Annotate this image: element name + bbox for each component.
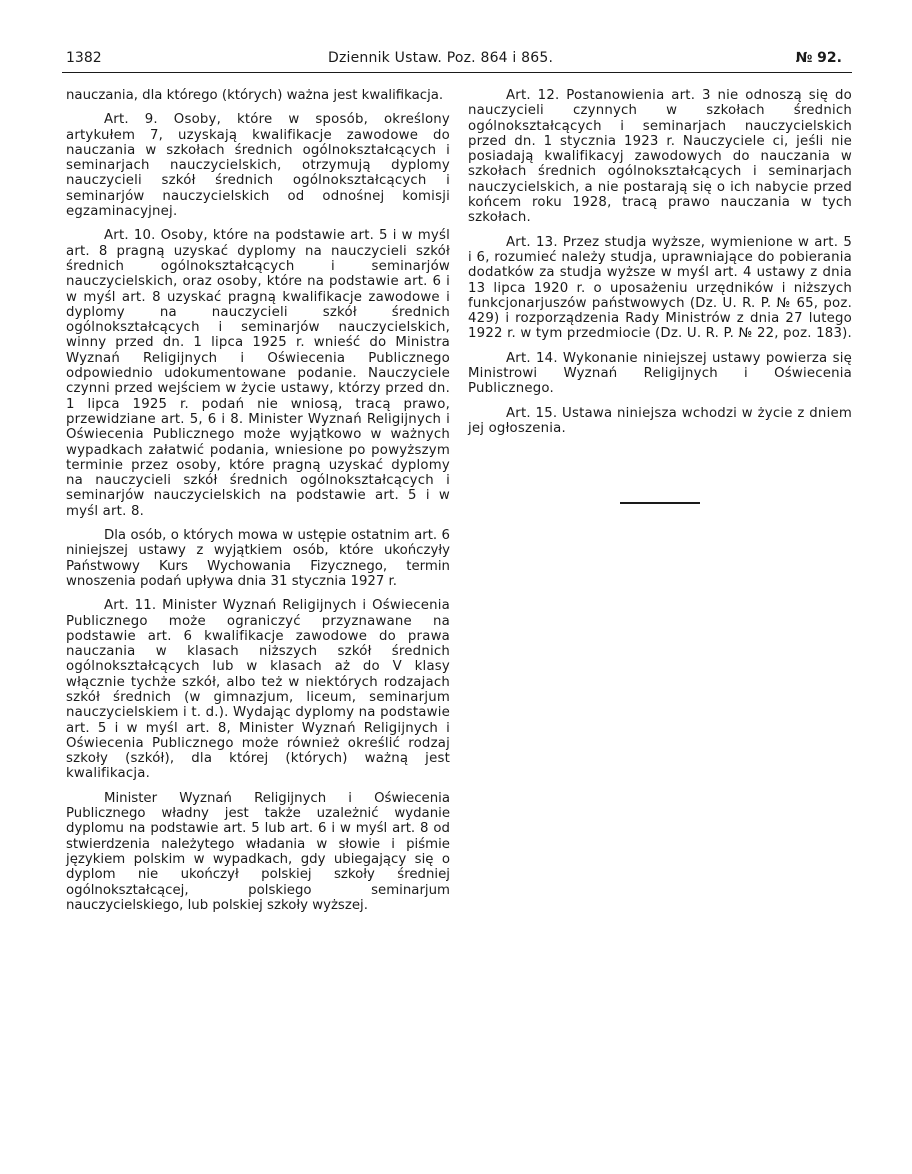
left-column <box>66 88 450 922</box>
article-14: Art. 14. Wykonanie niniejszej ustawy powierza się Ministrowi Wyznań Religijnych i Oświecenia Publicznego. <box>468 350 852 397</box>
article-10: Art. 10. Osoby, które na podstawie art. 5 i w myśl art. 8 pragną uzyskać dyplomy na nauczycieli szkół średnich ogólnokształcących i seminarjów nauczycielskich, oraz osoby, które na podstawie art. 6 i w myśl art. 8 uzyskać pragną kwalifikacje zawodowe i dyplomy na nauczycieli szkół średnich ogólnokształcących i seminarjów nauczycielskich, winny przed dn. 1 lipca 1925 r. wnieść do Ministra Wyznań Religijnych i Oświecenia Publicznego odpowiednio udokumentowane podanie. Nauczyciele czynni przed wejściem w życie ustawy, którzy przed dn. 1 lipca 1925 r. podań nie wniosą, tracą prawo, przewidziane art. 5, 6 i 8. Minister Wyznań Religijnych i Oświecenia Publicznego może wyjątkowo w ważnych wypadkach załatwić podania, wniesione po powyższym terminie przez osoby, które pragną uzyskać dyplomy na nauczycieli szkół średnich ogólnokształcących i seminarjów nauczycielskich na podstawie art. 5 i w myśl art. 8. <box>66 228 450 519</box>
article-11: Art. 11. Minister Wyznań Religijnych i Oświecenia Publicznego może ograniczyć przyznawane na podstawie art. 6 kwalifikacje zawodowe do prawa nauczania w klasach niższych szkół średnich ogólnokształcących lub w klasach aż do V klasy włącznie tychże szkół, albo też w niektórych rodzajach szkół średnich (w gimnazjum, liceum, seminarjum nauczycielskiem i t. d.). Wydając dyplomy na podstawie art. 5 i w myśl art. 8, Minister Wyznań Religijnych i Oświecenia Publicznego może również określić rodzaj szkoły (szkół), dla której (których) ważną jest kwalifikacja. <box>66 598 450 782</box>
right-column <box>468 88 852 445</box>
header-rule <box>62 72 852 73</box>
article-13: Art. 13. Przez studja wyższe, wymienione w art. 5 i 6, rozumieć należy studja, uprawniające do pobierania dodatków za studja wyższe w myśl art. 4 ustawy z dnia 13 lipca 1920 r. o uposażeniu urzędników i niższych funkcjonarjuszów państwowych (Dz. U. R. P. № 65, poz. 429) i rozporządzenia Rady Ministrów z dnia 27 lutego 1922 r. w tym przedmiocie (Dz. U. R. P. № 22, poz. 183). <box>468 234 852 342</box>
article-11-continuation: Minister Wyznań Religijnych i Oświecenia Publicznego władny jest także uzależnić wydanie dyplomu na podstawie art. 5 lub art. 6 i w myśl art. 8 od stwierdzenia należytego władania w słowie i piśmie językiem polskim w wypadkach, gdy ubiegający się o dyplom nie ukończył polskiej szkoły średniej ogólnokształcącej, polskiego seminarjum nauczycielskiego, lub polskiej szkoły wyższej. <box>66 790 450 913</box>
article-10-continuation: Dla osób, o których mowa w ustępie ostatnim art. 6 niniejszej ustawy z wyjątkiem osób, które ukończyły Państwowy Kurs Wychowania Fizycznego, termin wnoszenia podań upływa dnia 31 stycznia 1927 r. <box>66 528 450 589</box>
article-15: Art. 15. Ustawa niniejsza wchodzi w życie z dniem jej ogłoszenia. <box>468 405 852 436</box>
article-9: Art. 9. Osoby, które w sposób, określony artykułem 7, uzyskają kwalifikacje zawodowe do nauczania w szkołach średnich ogólnokształcących i seminarjach nauczycielskich, otrzymują dyplomy nauczycieli szkół średnich ogólnokształcących i seminarjów nauczycielskich od odnośnej komisji egzaminacyjnej. <box>66 112 450 220</box>
article-12: Art. 12. Postanowienia art. 3 nie odnoszą się do nauczycieli czynnych w szkołach średnich ogólnokształcących i seminarjach nauczycielskich przed dn. 1 stycznia 1923 r. Nauczyciele ci, jeśli nie posiadają kwalifikacyj zawodowych do nauczania w szkołach średnich ogólnokształcących i seminarjach nauczycielskich, a nie postarają się o ich nabycie przed końcem roku 1928, tracą prawo nauczania w tych szkołach. <box>468 88 852 226</box>
page-number: 1382 <box>66 50 102 66</box>
continuation-paragraph: nauczania, dla którego (których) ważna jest kwalifikacja. <box>66 88 444 103</box>
issue-number: № 92. <box>795 50 842 66</box>
end-rule <box>620 502 700 504</box>
page-header <box>66 46 848 68</box>
journal-title: Dziennik Ustaw. Poz. 864 i 865. <box>328 50 554 66</box>
